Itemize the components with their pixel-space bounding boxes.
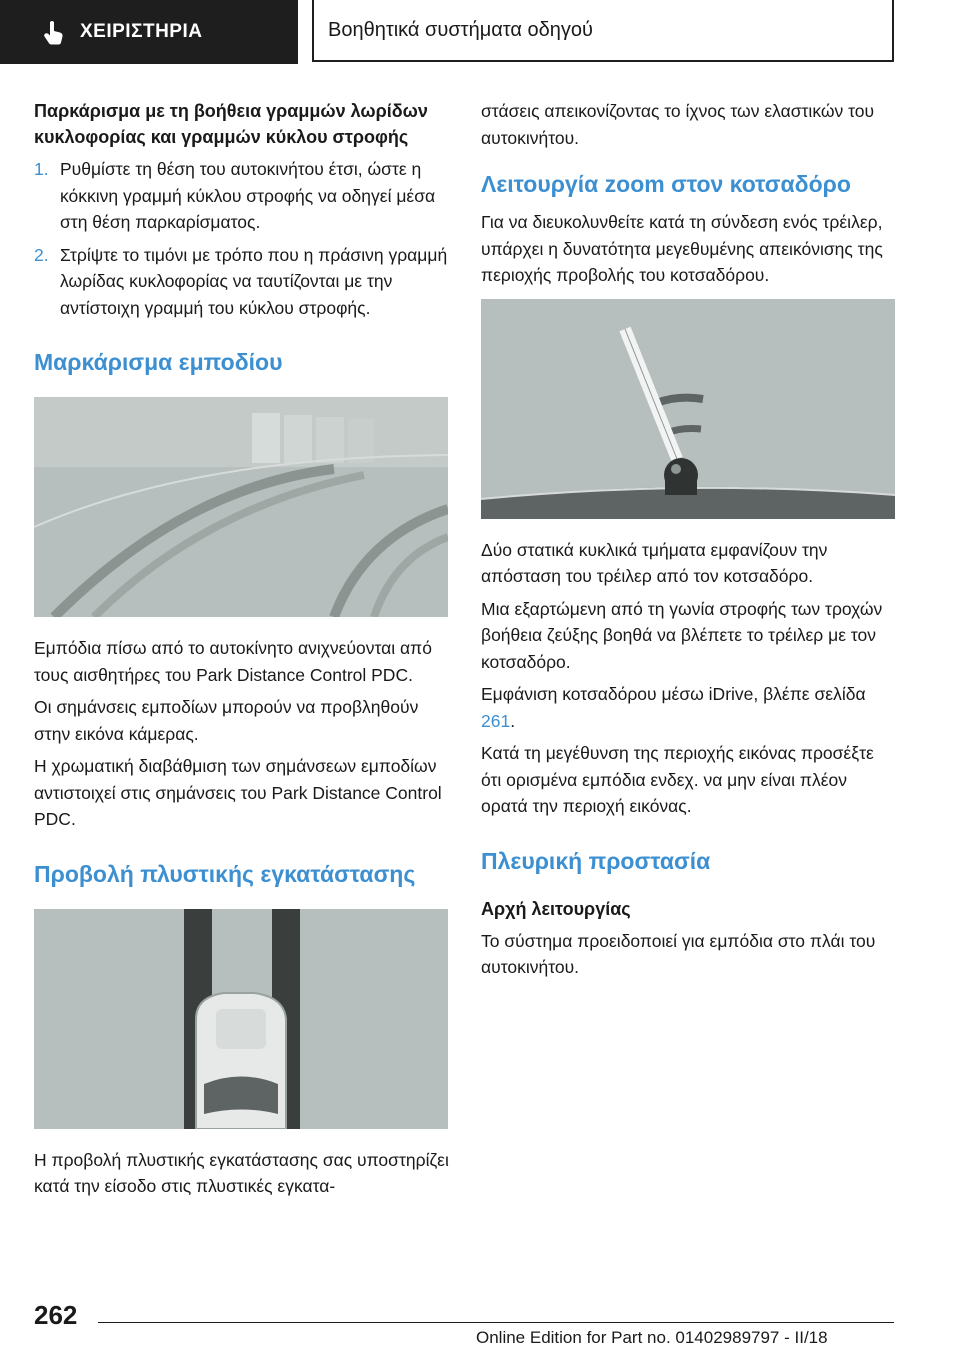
obstacle-paragraph: Εμπόδια πίσω από το αυτοκίνητο ανιχνεύονται από τους αισθητήρες του Park Distance Control PDC. bbox=[34, 638, 432, 685]
side-protection-paragraph: Το σύστημα προειδοποιεί για εμπόδια στο πλάι του αυτοκινήτου. bbox=[481, 930, 876, 977]
step-number: 2. bbox=[34, 244, 49, 265]
parking-lines-subhead: Παρκάρισμα με τη βοήθεια γραμμών λωρίδων κυκλοφορίας και γραμμών κύκλου στροφής bbox=[34, 101, 428, 147]
car-wash-view-figure bbox=[34, 909, 448, 1129]
page-reference-link[interactable]: 261 bbox=[481, 710, 511, 731]
parking-steps-list bbox=[34, 156, 450, 321]
right-column bbox=[481, 98, 897, 987]
obstacle-marking-figure bbox=[34, 397, 448, 617]
header-chapter-label: Βοηθητικά συστήματα οδηγού bbox=[328, 18, 593, 41]
step-number: 1. bbox=[34, 159, 49, 179]
section-title-obstacle: Μαρκάρισμα εμποδίου bbox=[34, 349, 283, 375]
car-wash-paragraph: Η προβολή πλυστικής εγκατάστασης σας υποστηρίζει κατά την είσοδο στις πλυστικές εγκατα- bbox=[34, 1149, 449, 1196]
hand-pointer-icon bbox=[40, 18, 68, 46]
page-number: 262 bbox=[34, 1300, 78, 1330]
zoom-intro-paragraph: Για να διευκολυνθείτε κατά τη σύνδεση ενός τρέιλερ, υπάρχει η δυνατότητα μεγεθυμένης απεικόνισης της περιοχής προβολής του κοτσαδόρου. bbox=[481, 212, 883, 285]
header-chapter-box bbox=[312, 0, 894, 62]
trailer-hitch-zoom-figure bbox=[481, 299, 895, 519]
obstacle-paragraph: Η χρωματική διαβάθμιση των σημάνσεων εμποδίων αντιστοιχεί στις σημάνσεις του Park Distance Control PDC. bbox=[34, 756, 442, 829]
continued-paragraph: στάσεις απεικονίζοντας το ίχνος των ελαστικών του αυτοκινήτου. bbox=[481, 101, 875, 148]
idrive-paragraph bbox=[481, 681, 897, 734]
step-text: Ρυθμίστε τη θέση του αυτοκινήτου έτσι, ώστε η κόκκινη γραμμή κύκλου στροφής να οδηγεί μέσα στη θέση παρκαρίσματος. bbox=[60, 159, 436, 232]
zoom-paragraph: Δύο στατικά κυκλικά τμήματα εμφανίζουν την απόσταση του τρέιλερ από τον κοτσαδόρο. bbox=[481, 539, 828, 586]
footer-divider bbox=[98, 1322, 894, 1323]
step-text: Στρίψτε το τιμόνι με τρόπο που η πράσινη γραμμή λωρίδας κυκλοφορίας να ταυτίζονται με την αντίστοιχη γραμμή του κύκλου στροφής. bbox=[60, 244, 448, 318]
obstacle-paragraph: Οι σημάνσεις εμποδίων μπορούν να προβληθούν στην εικόνα κάμερας. bbox=[34, 697, 419, 744]
idrive-suffix: . bbox=[510, 710, 516, 731]
header-section-label: ΧΕΙΡΙΣΤΗΡΙΑ bbox=[80, 21, 203, 42]
footer-edition: Online Edition for Part no. 01402989797 - II/18 bbox=[476, 1328, 828, 1347]
list-item bbox=[34, 156, 450, 236]
zoom-note-paragraph: Κατά τη μεγέθυνση της περιοχής εικόνας προσέξτε ότι ορισμένα εμπόδια ενδεχ. να μην είναι πλέον ορατά την περιοχή εικόνας. bbox=[481, 743, 874, 816]
zoom-paragraph: Μια εξαρτώμενη από τη γωνία στροφής των τροχών βοήθεια ζεύξης βοηθά να βλέπετε το τρέιλερ με τον κοτσαδόρο. bbox=[481, 598, 883, 672]
section-title-car-wash: Προβολή πλυστικής εγκατάστασης bbox=[34, 860, 416, 887]
left-column bbox=[34, 98, 450, 1206]
header-section-tab bbox=[0, 0, 298, 64]
idrive-text: Εμφάνιση κοτσαδόρου μέσω iDrive, βλέπε σελίδα bbox=[481, 684, 866, 704]
side-protection-subhead: Αρχή λειτουργίας bbox=[481, 898, 631, 919]
list-item bbox=[34, 242, 450, 322]
section-title-zoom: Λειτουργία zoom στον κοτσαδόρο bbox=[481, 171, 851, 197]
section-title-side-protection: Πλευρική προστασία bbox=[481, 847, 711, 874]
